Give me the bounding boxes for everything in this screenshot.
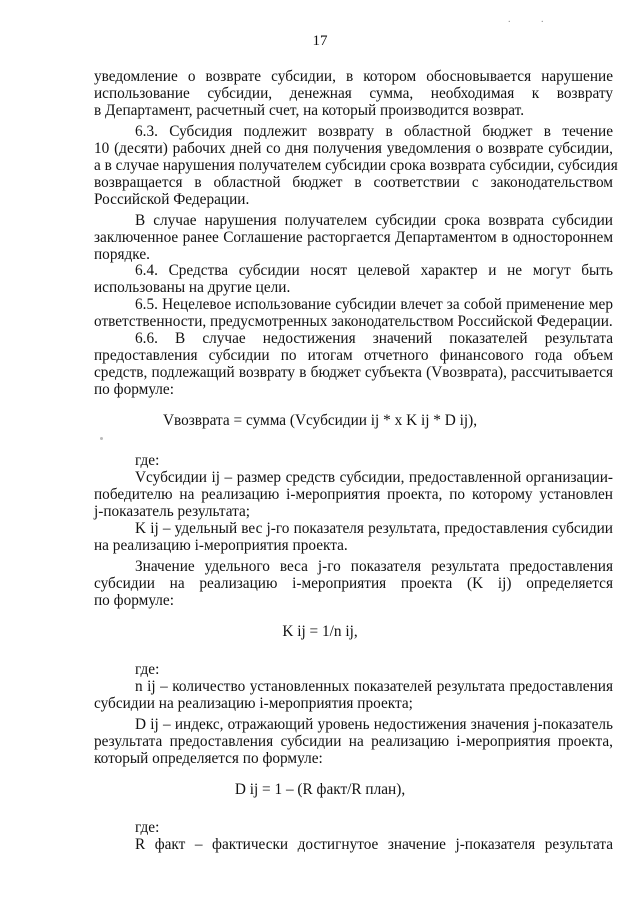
text-line: R факт – фактически достигнутое значение j-показателя результата <box>135 836 613 853</box>
text-line: j-показатель результата; <box>94 503 251 520</box>
text-line: а в случае нарушения получателем субсидии срока возврата субсидии, субсидия <box>94 157 618 174</box>
text-line: Российской Федерации. <box>94 191 250 208</box>
text-line: субсидии на реализацию i-мероприятия проекта (K ij) определяется <box>94 575 613 592</box>
text-line: где: <box>135 661 160 678</box>
text-line: средств, подлежащий возврату в бюджет субъекта (Vвозврата), рассчитывается <box>94 364 613 381</box>
text-line: где: <box>135 819 160 836</box>
text-line: 6.5. Нецелевое использование субсидии влечет за собой применение мер <box>135 296 613 313</box>
formula-line: D ij = 1 – (R факт/R план), <box>234 781 406 798</box>
formula-line: Vвозврата = сумма (Vсубсидии ij * x K ij * D ij), <box>162 412 478 429</box>
text-line: на реализацию i-мероприятия проекта. <box>94 537 348 554</box>
scan-speck <box>100 437 103 440</box>
formula-line: K ij = 1/n ij, <box>282 623 358 640</box>
text-line: D ij – индекс, отражающий уровень недостижения значения j-показатель <box>135 716 613 733</box>
text-line: n ij – количество установленных показателей результата предоставления <box>135 678 613 695</box>
text-line: который определяется по формуле: <box>94 750 323 767</box>
text-line: заключенное ранее Соглашение расторгается Департаментом в одностороннем <box>94 229 613 246</box>
text-line: 10 (десяти) рабочих дней со дня получения уведомления о возврате субсидии, <box>94 140 613 157</box>
text-line: по формуле: <box>94 381 174 398</box>
text-line: K ij – удельный вес j-го показателя результата, предоставления субсидии <box>135 520 613 537</box>
text-line: уведомление о возврате субсидии, в котором обосновывается нарушение <box>94 68 613 85</box>
text-line: В случае нарушения получателем субсидии срока возврата субсидии <box>135 212 613 229</box>
text-line: использованы на другие цели. <box>94 279 291 296</box>
text-line: результата предоставления субсидии на реализацию i-мероприятия проекта, <box>94 733 613 750</box>
text-line: в Департамент, расчетный счет, на который производится возврат. <box>94 102 525 119</box>
text-line: предоставления субсидии по итогам отчетного финансового года объем <box>94 347 613 364</box>
text-line: ответственности, предусмотренных законодательством Российской Федерации. <box>94 313 613 330</box>
text-line: субсидии на реализацию i-мероприятия проекта; <box>94 695 413 712</box>
text-line: порядке. <box>94 246 150 263</box>
text-line: 6.3. Субсидия подлежит возврату в областной бюджет в течение <box>135 123 613 140</box>
page-number: 17 <box>312 33 328 49</box>
text-line: по формуле: <box>94 592 174 609</box>
scan-marks: . . <box>508 14 558 25</box>
text-line: где: <box>135 452 160 469</box>
text-line: возвращается в областной бюджет в соответствии с законодательством <box>94 174 613 191</box>
text-line: 6.6. В случае недостижения значений показателей результата <box>135 330 613 347</box>
text-line: победителю на реализацию i-мероприятия проекта, по которому установлен <box>94 486 613 503</box>
text-line: Vсубсидии ij – размер средств субсидии, предоставленной организации- <box>135 469 613 486</box>
text-line: Значение удельного веса j-го показателя результата предоставления <box>135 558 613 575</box>
text-line: 6.4. Средства субсидии носят целевой характер и не могут быть <box>135 262 613 279</box>
text-line: использование субсидии, денежная сумма, необходимая к возврату <box>94 85 613 102</box>
